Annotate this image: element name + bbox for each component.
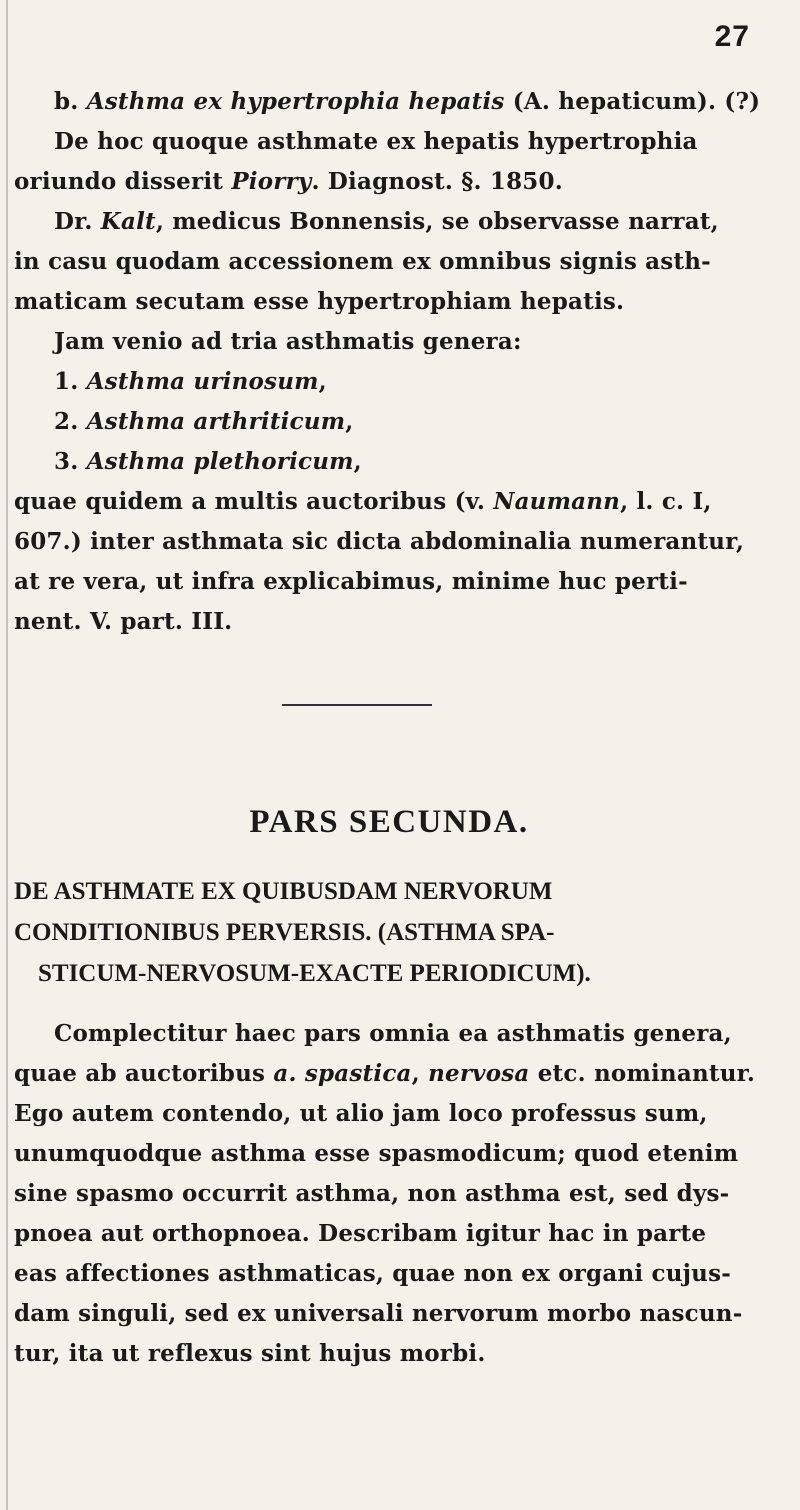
text-line: pnoea aut orthopnoea. Describam igitur hac in parte bbox=[14, 1220, 707, 1247]
text-line: Complectitur haec pars omnia ea asthmatis genera, bbox=[54, 1020, 732, 1047]
heading-line: DE ASTHMATE EX QUIBUSDAM NERVORUM bbox=[14, 878, 553, 905]
text-line: b. Asthma ex hypertrophia hepatis (A. hepaticum). (?) bbox=[54, 88, 761, 115]
text-line: 607.) inter asthmata sic dicta abdominalia numerantur, bbox=[14, 528, 745, 555]
list-item: 3. Asthma plethoricum, bbox=[54, 448, 362, 475]
part-title: PARS SECUNDA. bbox=[249, 804, 529, 840]
text-line: Ego autem contendo, ut alio jam loco professus sum, bbox=[14, 1100, 708, 1127]
page-edge-divider bbox=[6, 0, 8, 1510]
text-line: sine spasmo occurrit asthma, non asthma est, sed dys- bbox=[14, 1180, 730, 1207]
asthma-genera-list bbox=[14, 362, 764, 482]
paragraph-abdominal-asthma bbox=[14, 482, 764, 642]
text-line: eas affectiones asthmaticas, quae non ex organi cujus- bbox=[14, 1260, 731, 1287]
text-line: unumquodque asthma esse spasmodicum; quod etenim bbox=[14, 1140, 739, 1167]
heading-line: CONDITIONIBUS PERVERSIS. (ASTHMA SPA- bbox=[14, 919, 555, 946]
list-item: 1. Asthma urinosum, bbox=[54, 368, 327, 395]
text-line: nent. V. part. III. bbox=[14, 608, 233, 635]
section-divider-rule bbox=[282, 704, 432, 706]
text-line: Dr. Kalt, medicus Bonnensis, se observasse narrat, bbox=[54, 208, 719, 235]
text-line: maticam secutam esse hypertrophiam hepatis. bbox=[14, 288, 625, 315]
page-body bbox=[14, 82, 764, 1374]
text-line: in casu quodam accessionem ex omnibus signis asth- bbox=[14, 248, 711, 275]
text-line: tur, ita ut reflexus sint hujus morbi. bbox=[14, 1340, 486, 1367]
paragraph-hepatic-asthma bbox=[14, 82, 764, 362]
text-line: at re vera, ut infra explicabimus, minime huc perti- bbox=[14, 568, 688, 595]
list-item: 2. Asthma arthriticum, bbox=[54, 408, 354, 435]
text-line: dam singuli, sed ex universali nervorum morbo nascun- bbox=[14, 1300, 743, 1327]
text-line: Jam venio ad tria asthmatis genera: bbox=[54, 328, 522, 355]
text-line: De hoc quoque asthmate ex hepatis hypertrophia bbox=[54, 128, 698, 155]
section-heading bbox=[14, 871, 764, 994]
heading-line: STICUM-NERVOSUM-EXACTE PERIODICUM). bbox=[38, 960, 591, 987]
text-line: oriundo disserit Piorry. Diagnost. §. 1850. bbox=[14, 168, 563, 195]
text-line: quae ab auctoribus a. spastica, nervosa etc. nominantur. bbox=[14, 1060, 756, 1087]
paragraph-pars-secunda bbox=[14, 1014, 764, 1374]
page-number: 27 bbox=[714, 20, 750, 53]
text-line: quae quidem a multis auctoribus (v. Naumann, l. c. I, bbox=[14, 488, 712, 515]
